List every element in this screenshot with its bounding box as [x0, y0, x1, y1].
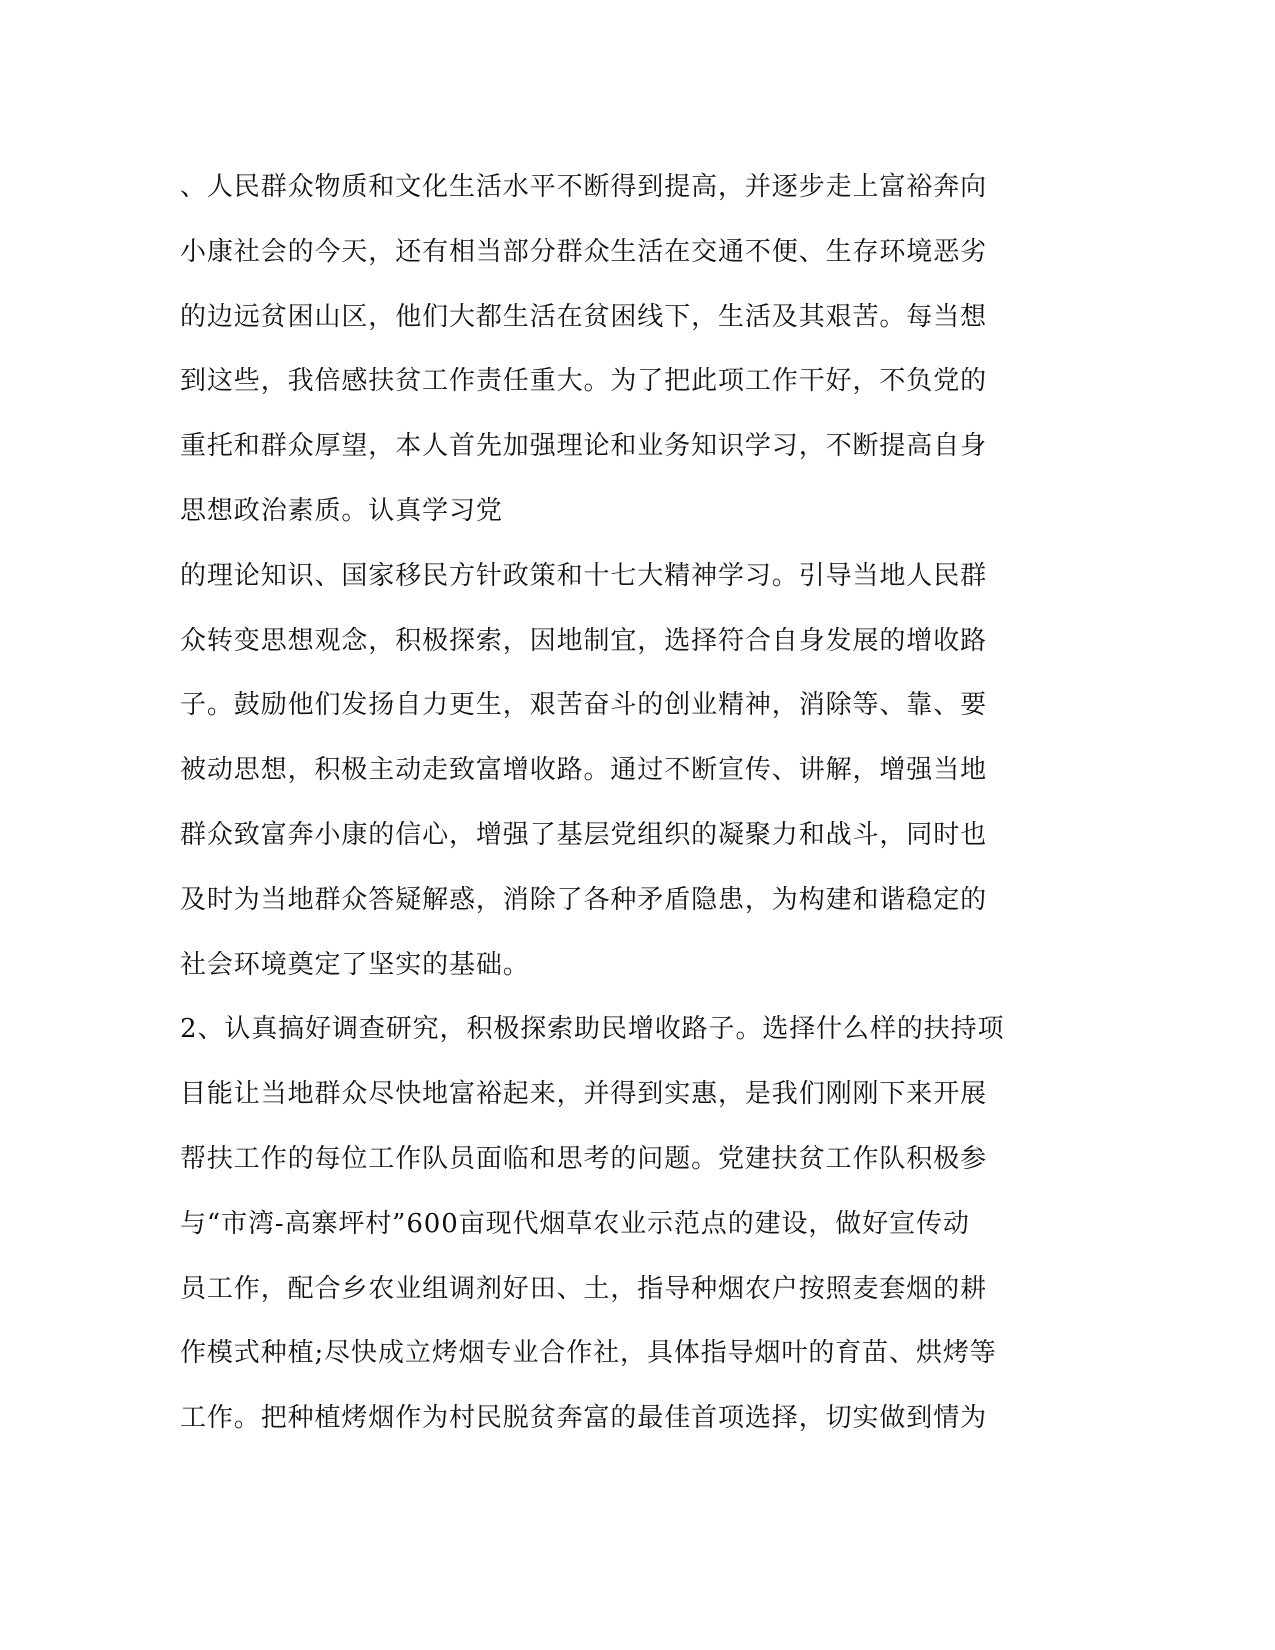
text-line: 子。鼓励他们发扬自力更生，艰苦奋斗的创业精神，消除等、靠、要 — [180, 690, 988, 721]
text-line: 被动思想，积极主动走致富增收路。通过不断宣传、讲解，增强当地 — [180, 755, 988, 786]
text-line: 及时为当地群众答疑解惑，消除了各种矛盾隐患，为构建和谐稳定的 — [180, 884, 988, 915]
text-line: 目能让当地群众尽快地富裕起来，并得到实惠，是我们刚刚下来开展 — [180, 1079, 988, 1110]
text-line: 思想政治素质。认真学习党 — [180, 495, 503, 526]
text-line: 员工作，配合乡农业组调剂好田、土，指导种烟农户按照麦套烟的耕 — [180, 1273, 988, 1304]
text-line: 2、认真搞好调查研究，积极探索助民增收路子。选择什么样的扶持项 — [180, 1014, 1005, 1045]
text-line: 与“市湾-高寨坪村”600亩现代烟草农业示范点的建设，做好宣传动 — [180, 1208, 970, 1239]
text-line: 帮扶工作的每位工作队员面临和思考的问题。党建扶贫工作队积极参 — [180, 1143, 988, 1174]
text-line: 重托和群众厚望，本人首先加强理论和业务知识学习，不断提高自身 — [180, 431, 988, 462]
text-line: 的边远贫困山区，他们大都生活在贫困线下，生活及其艰苦。每当想 — [180, 301, 988, 332]
text-line: 作模式种植;尽快成立烤烟专业合作社，具体指导烟叶的育苗、烘烤等 — [180, 1338, 997, 1369]
text-line: 、人民群众物质和文化生活水平不断得到提高，并逐步走上富裕奔向 — [180, 172, 988, 202]
text-line: 小康社会的今天，还有相当部分群众生活在交通不便、生存环境恶劣 — [180, 236, 988, 267]
text-line: 群众致富奔小康的信心，增强了基层党组织的凝聚力和战斗，同时也 — [180, 819, 988, 850]
text-line: 众转变思想观念，积极探索，因地制宜，选择符合自身发展的增收路 — [180, 625, 988, 656]
text-line: 工作。把种植烤烟作为村民脱贫奔富的最佳首项选择，切实做到情为 — [180, 1403, 988, 1434]
text-line: 社会环境奠定了坚实的基础。 — [180, 949, 530, 980]
text-line: 到这些，我倍感扶贫工作责任重大。为了把此项工作干好，不负党的 — [180, 366, 988, 397]
text-line: 的理论知识、国家移民方针政策和十七大精神学习。引导当地人民群 — [180, 560, 988, 591]
body-text — [180, 160, 1060, 1456]
